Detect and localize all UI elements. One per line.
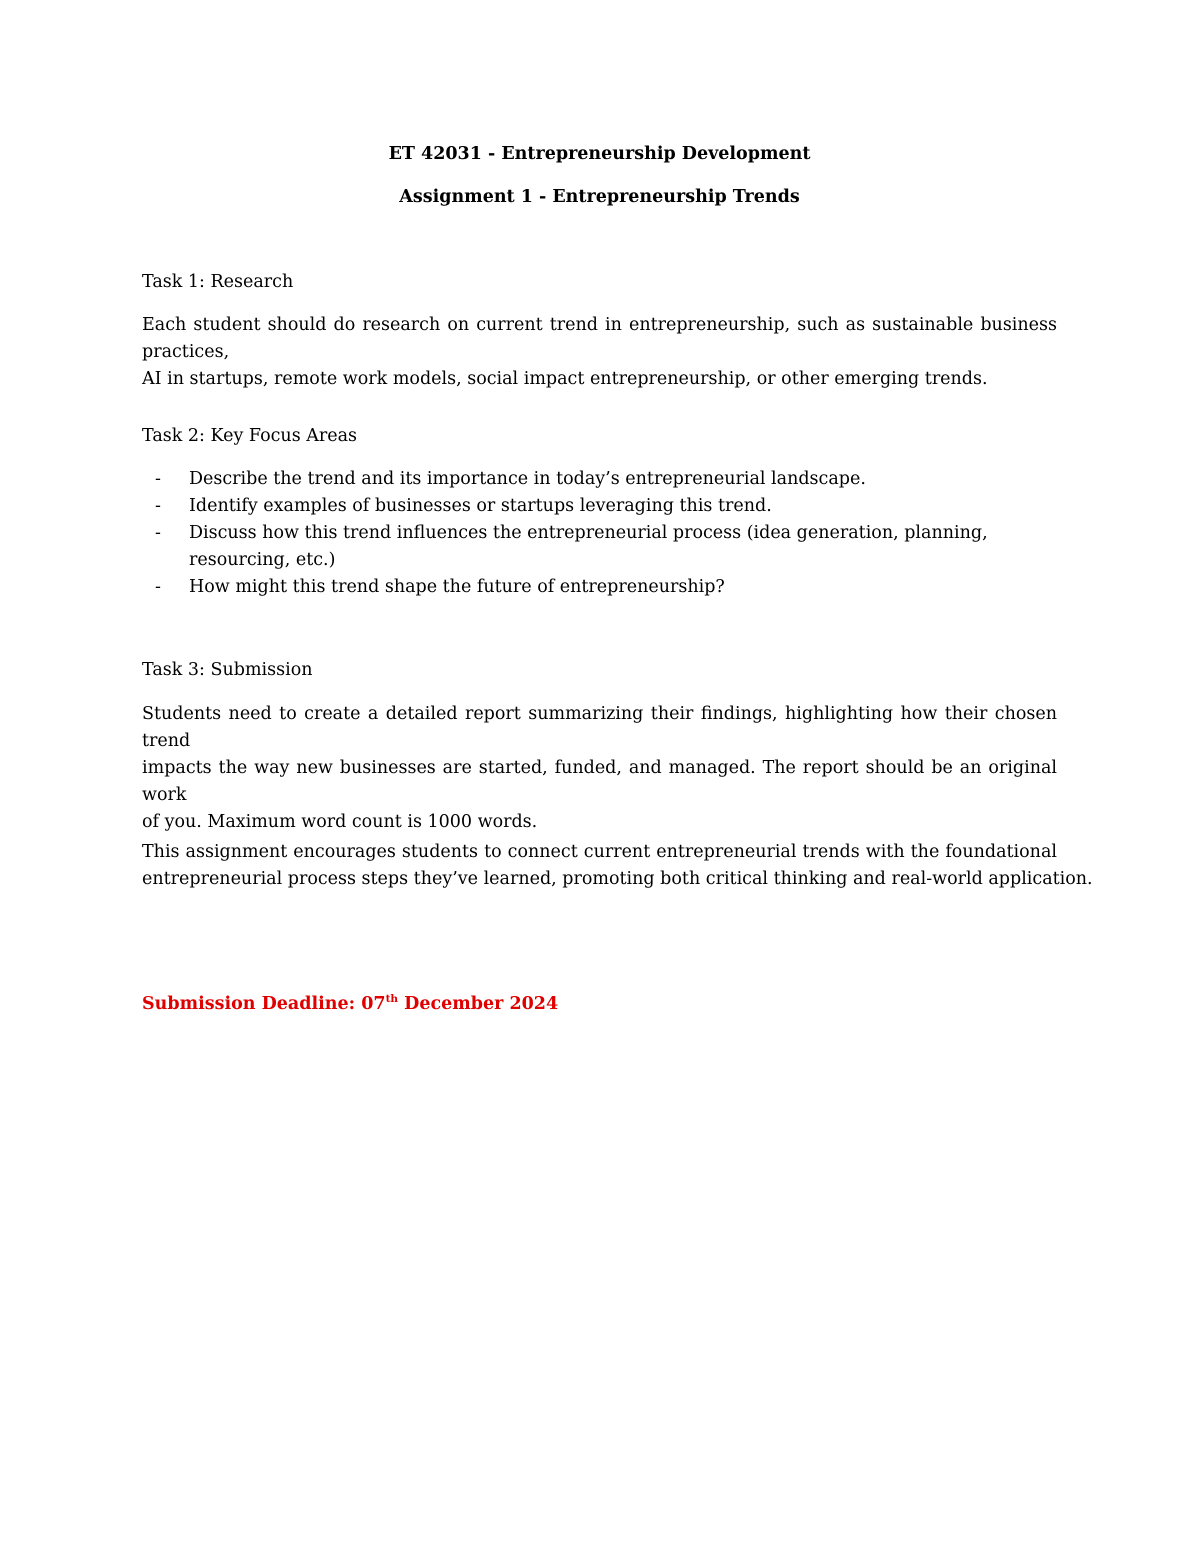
list-item	[142, 466, 1057, 493]
list-item	[142, 574, 1057, 601]
closing-line-2: entrepreneurial process steps they’ve learned, promoting both critical thinking and real-world application.	[142, 869, 1093, 889]
task2-bullet-list	[142, 466, 1057, 601]
submission-deadline	[142, 993, 558, 1014]
task3-line-1: Students need to create a detailed report summarizing their findings, highlighting how their chosen trend	[142, 704, 1057, 751]
deadline-label: Submission Deadline: 07	[142, 994, 386, 1014]
list-item-text: Describe the trend and its importance in today’s entrepreneurial landscape.	[189, 469, 866, 489]
task3-line-3: of you. Maximum word count is 1000 words.	[142, 812, 538, 832]
closing-paragraph	[142, 839, 1093, 893]
task1-heading: Task 1: Research	[142, 272, 294, 292]
task1-line-1: Each student should do research on current trend in entrepreneurship, such as sustainable business practices,	[142, 315, 1057, 362]
bullet-dash: -	[155, 577, 161, 597]
list-item	[142, 493, 1057, 520]
closing-line-1: This assignment encourages students to connect current entrepreneurial trends with the foundational	[142, 842, 1057, 862]
bullet-dash: -	[155, 469, 161, 489]
task1-line-2: AI in startups, remote work models, social impact entrepreneurship, or other emerging trends.	[142, 369, 988, 389]
list-item-text: How might this trend shape the future of entrepreneurship?	[189, 577, 725, 597]
list-item-text: Discuss how this trend influences the entrepreneurial process (idea generation, planning, resourcing, etc.)	[189, 523, 988, 570]
bullet-dash: -	[155, 523, 161, 543]
deadline-day-suffix: th	[385, 993, 399, 1005]
deadline-month-year: December 2024	[398, 994, 559, 1014]
assignment-title: Assignment 1 - Entrepreneurship Trends	[399, 187, 800, 207]
list-item-text: Identify examples of businesses or startups leveraging this trend.	[189, 496, 772, 516]
task3-heading: Task 3: Submission	[142, 660, 313, 680]
task1-paragraph	[142, 312, 1057, 393]
task2-heading: Task 2: Key Focus Areas	[142, 426, 358, 446]
task3-paragraph	[142, 701, 1057, 836]
course-title: ET 42031 - Entrepreneurship Development	[388, 144, 811, 164]
bullet-dash: -	[155, 496, 161, 516]
task3-line-2: impacts the way new businesses are started, funded, and managed. The report should be an original work	[142, 758, 1057, 805]
list-item	[142, 520, 1057, 574]
